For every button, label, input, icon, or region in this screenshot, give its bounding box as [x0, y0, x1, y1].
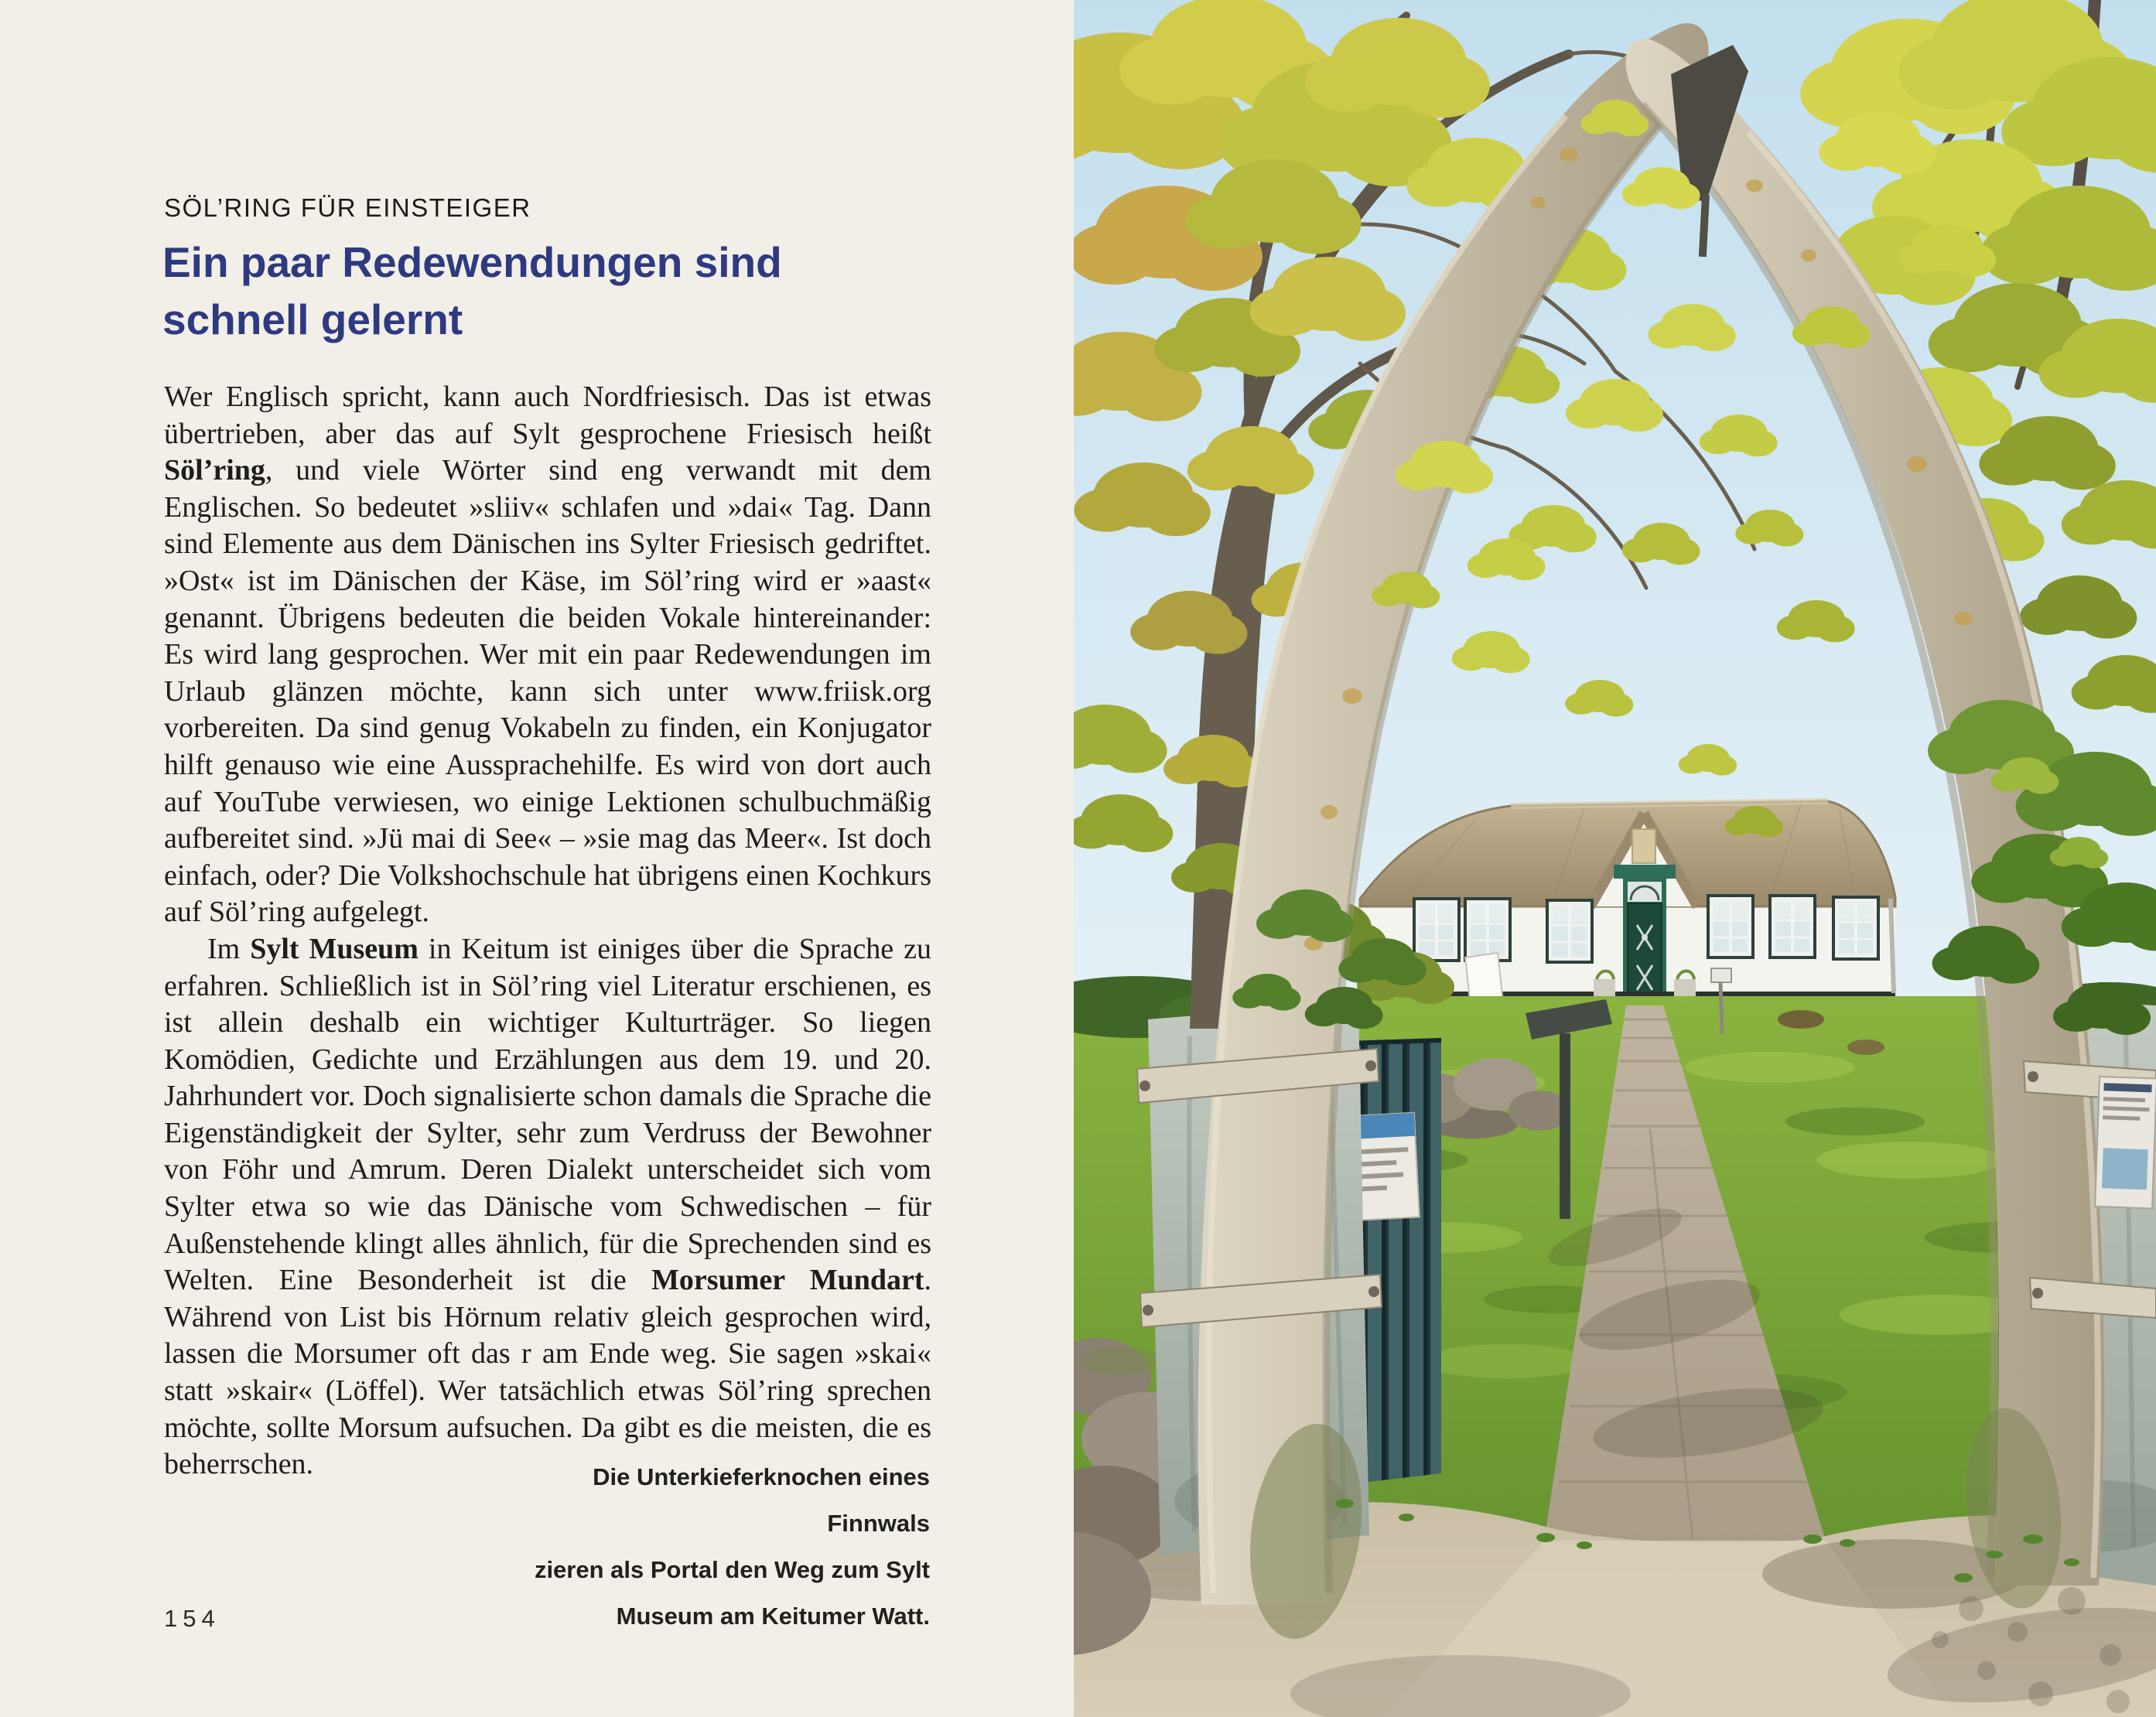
page-number: 154 [164, 1605, 220, 1632]
photo-caption-line: Museum am Keitumer Watt. [616, 1603, 930, 1630]
body-paragraph: Wer Englisch spricht, kann auch Nordfriesisch. Das ist etwas übertrieben, aber das auf Sylt gesprochene Friesisch heißt Söl’ring, und viele Wörter sind eng verwandt mit dem Englischen. So bedeutet »sliiv« schlafen und »dai« Tag. Dann sind Elemente aus dem Dänischen ins Sylter Friesisch gedriftet. »Ost« ist im Dänischen der Käse, im Söl’ring wird er »aast« genannt. Übrigens bedeuten die beiden Vokale hintereinander: Es wird lang gesprochen. Wer mit ein paar Redewendungen im Urlaub glänzen möchte, kann sich unter www.friisk.org vorbereiten. Da sind genug Vokabeln zu finden, ein Konjugator hilft genauso wie eine Aussprachehilfe. Es wird von dort auch auf YouTube verwiesen, wo einige Lektionen schulbuchmäßig aufbereitet sind. »Jü mai di See« – »sie mag das Meer«. Ist doch einfach, oder? Die Volkshochschule hat übrigens einen Kochkurs auf Söl’ring aufgelegt. [164, 381, 931, 929]
window [1768, 894, 1816, 959]
photo-caption [511, 1454, 930, 1640]
museum-photo [1074, 0, 2156, 1717]
page-title-line1: Ein paar Redewendungen sind [162, 238, 782, 286]
article-body [164, 379, 931, 1483]
molehill [1778, 1010, 1824, 1029]
window [1546, 899, 1594, 964]
window [1832, 896, 1880, 961]
molehill [1847, 1039, 1884, 1055]
photo-caption-line: zieren als Portal den Weg zum Sylt [534, 1556, 930, 1583]
window [1413, 897, 1461, 962]
section-kicker: SÖL’RING FÜR EINSTEIGER [164, 193, 531, 222]
front-door [1614, 865, 1676, 1007]
page-title-line2: schnell gelernt [162, 295, 463, 343]
window [1707, 894, 1755, 959]
body-paragraph: Im Sylt Museum in Keitum ist einiges über die Sprache zu erfahren. Schließlich ist in Söl’ring viel Literatur erschienen, es ist allein deshalb ein wichtiger Kulturträger. So liegen Komödien, Gedichte und Erzählungen aus dem 19. und 20. Jahrhundert vor. Doch signalisierte schon damals die Sprache die Eigenständigkeit der Sylter, sehr zum Verdruss der Bewohner von Föhr und Amrum. Deren Dialekt unterscheidet sich vom Sylter etwa so wie das Dänische vom Schwedischen – für Außenstehende klingt alles ähnlich, für die Sprechenden sind es Welten. Eine Besonderheit ist die Morsumer Mundart. Während von List bis Hörnum relativ gleich gesprochen wird, lassen die Morsumer oft das r am Ende weg. Sie sagen »skai« statt »skair« (Löffel). Wer tatsächlich etwas Söl’ring sprechen möchte, sollte Morsum aufsuchen. Da gibt es die meisten, die es beherrschen. [164, 932, 931, 1481]
info-sign-right-post [2095, 1077, 2156, 1208]
window [1464, 897, 1512, 962]
downpipe [1891, 899, 1894, 993]
photo-caption-line: Die Unterkieferknochen eines Finnwals [593, 1463, 930, 1537]
page-title [162, 234, 975, 348]
stone-tablet [1632, 829, 1655, 863]
